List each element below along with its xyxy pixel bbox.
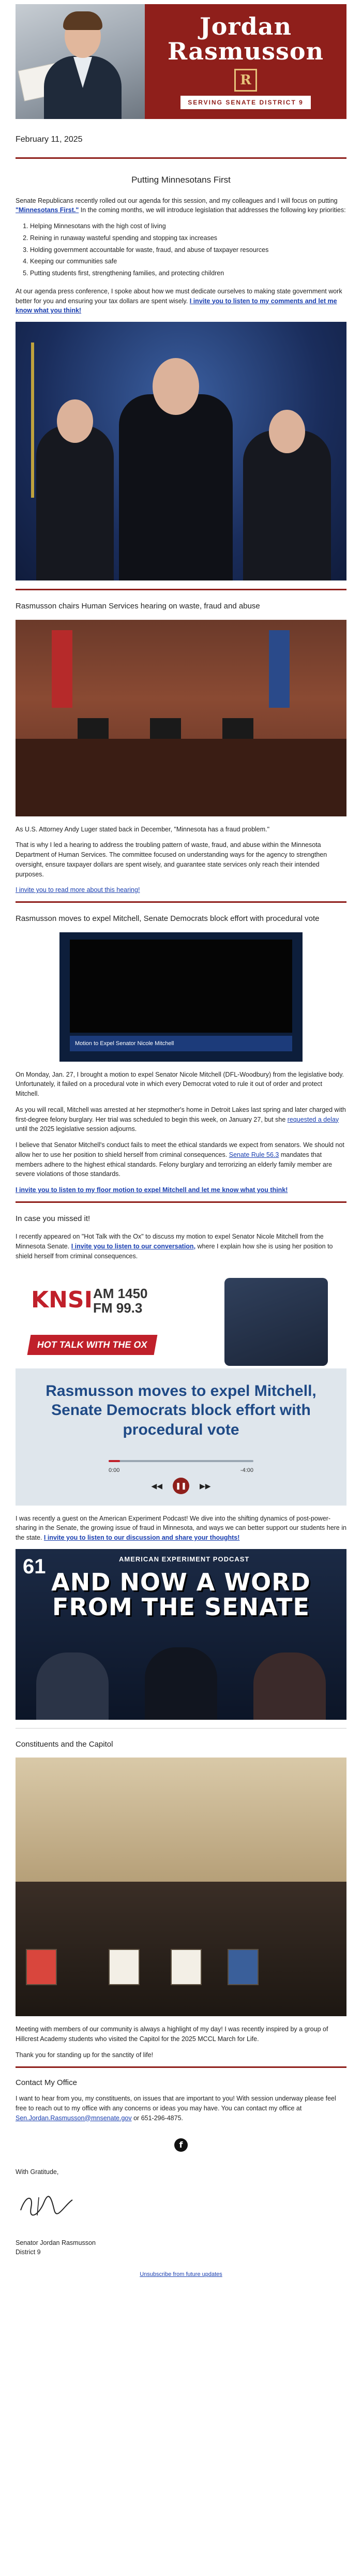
podcast-discussion-link[interactable]: I invite you to listen to our discussion and share your thoughts! (43, 1534, 240, 1541)
intro-text: In the coming months, we will introduce legislation that addresses the following key priorities: (80, 206, 346, 214)
audio-start-time: 0:00 (109, 1467, 120, 1473)
expel-text: until the 2025 legislative session adjourns. (16, 1125, 137, 1133)
contact-paragraph (16, 2094, 346, 2123)
brand-name-first: Jordan (199, 12, 292, 40)
facebook-icon[interactable]: f (174, 2138, 188, 2152)
radio-am: AM 1450 (93, 1285, 148, 1301)
newsletter-header (16, 4, 346, 119)
radio-show-name: HOT TALK WITH THE OX (27, 1335, 158, 1355)
missed-text: I was recently a guest on the American Experiment Podcast! We dive into the shifting dynamics of post-power-sharing in the Senate, the growing issue of fraud in Minnesota, and ways we can better support our students here in the state. (16, 1514, 346, 1541)
podcast-logo: AMERICAN EXPERIMENT PODCAST (119, 1555, 250, 1563)
radio-frequencies (93, 1286, 148, 1316)
radio-conversation-link[interactable]: I invite you to listen to our conversation, (71, 1243, 196, 1250)
signature-image (16, 2190, 78, 2221)
intro-title: Putting Minnesotans First (131, 175, 231, 185)
vote-board-image[interactable] (59, 932, 303, 1062)
priority-item: 1. Helping Minnesotans with the high cost of living (30, 221, 346, 231)
senator-radio-photo (224, 1278, 328, 1366)
priority-item: 3. Holding government accountable for waste, fraud, and abuse of taxpayer resources (30, 245, 346, 255)
footer (0, 2269, 362, 2279)
priority-item: 5. Putting students first, strengthening families, and protecting children (30, 269, 346, 278)
section-divider (16, 1201, 346, 1203)
contact-text: I want to hear from you, my constituents, on issues that are important to you! With session underway please feel free to reach out to my office with any concerns or ideas you may have. You can contact my office at (16, 2095, 336, 2112)
expel-paragraph-2 (16, 1105, 346, 1134)
rewind-icon[interactable]: ◀◀ (151, 1481, 162, 1490)
intro-paragraph-1 (16, 196, 346, 216)
contact-email-link[interactable]: Sen.Jordan.Rasmusson@mnsenate.gov (16, 2114, 132, 2122)
missed-paragraph-1 (16, 1232, 346, 1261)
gratitude-text: With Gratitude, (16, 2168, 59, 2176)
pause-icon[interactable]: ❚❚ (173, 1478, 189, 1494)
constituents-body (0, 2024, 362, 2060)
expel-text: mandates that members adhere to the highest ethical standards. Felony burglary and terrorizing an elderly family member are severe violations of those standards. (16, 1151, 333, 1178)
radio-fm: FM 99.3 (93, 1300, 143, 1316)
knsi-logo: KNSI (31, 1286, 93, 1313)
intro-text: At our agenda press conference, I spoke about how we must dedicate ourselves to making state government work better for you and ensuring your tax dollars are spent wisely. (16, 287, 342, 305)
constituents-paragraph-1: Meeting with members of our community is always a highlight of my day! I was recently inspired by a group of Hillcrest Academy students who visited the Capitol for the 2025 MCCL March for Life. (16, 2026, 328, 2043)
missed-title: In case you missed it! (16, 1214, 90, 1223)
audio-progress-bar[interactable] (109, 1460, 253, 1462)
capitol-group-photo[interactable] (16, 1758, 346, 2016)
senator-name: Senator Jordan Rasmusson (16, 2239, 96, 2246)
intro-text: Senate Republicans recently rolled out our agenda for this session, and my colleagues and I will focus on putting (16, 197, 338, 204)
unsubscribe-link[interactable]: Unsubscribe from future updates (140, 2271, 222, 2277)
radio-headline: Rasmusson moves to expel Mitchell, Senate Democrats block effort with procedural vote (46, 1382, 316, 1438)
section-divider (16, 589, 346, 590)
hearing-read-more-link[interactable]: I invite you to read more about this hearing! (16, 886, 140, 894)
priority-item: 4. Keeping our communities safe (30, 257, 346, 266)
hearing-body (0, 825, 362, 896)
header-brand (145, 4, 346, 119)
brand-name-last: Rasmusson (167, 37, 324, 65)
newsletter-date: February 11, 2025 (16, 135, 83, 144)
expel-title: Rasmusson moves to expel Mitchell, Senate Democrats block effort with procedural vote (16, 914, 320, 923)
hearing-photo[interactable] (16, 620, 346, 816)
senate-rule-link[interactable]: Senate Rule 56.3 (229, 1151, 279, 1158)
expel-paragraph-1: On Monday, Jan. 27, I brought a motion to expel Senator Nicole Mitchell (DFL-Woodbury) from the legislative body. Unfortunately, it failed on a procedural vote in which every Democrat voted to rule it out of order and protect Mitchell. (16, 1070, 344, 1097)
minnesotans-first-link[interactable]: "Minnesotans First." (16, 206, 79, 214)
forward-icon[interactable]: ▶▶ (200, 1481, 211, 1490)
expel-link-paragraph (16, 1185, 346, 1195)
senator-district: District 9 (16, 2249, 41, 2256)
hearing-link-paragraph (16, 885, 346, 895)
contact-text: or 651-296-4875. (133, 2114, 184, 2122)
press-conference-photo[interactable] (16, 322, 346, 580)
section-divider (16, 2066, 346, 2068)
missed-body (0, 1514, 362, 1543)
listen-comments-link[interactable]: I invite you to listen to my comments and let me know what you think! (16, 297, 337, 315)
hearing-paragraph-2: That is why I led a hearing to address the troubling pattern of waste, fraud, and abuse within the Minnesota Department of Human Services. The committee focused on understanding ways for the agency to strengthen oversight, ensure taxpayer dollars are spent wisely, and guarantee state services only reach their intended purposes. (16, 841, 327, 878)
missed-paragraph-2 (16, 1514, 346, 1543)
audio-player[interactable] (109, 1456, 253, 1492)
intro-section (0, 173, 362, 316)
intro-paragraph-2 (16, 287, 346, 316)
constituents-paragraph-2: Thank you for standing up for the sanctity of life! (16, 2051, 154, 2059)
senator-header-photo (16, 4, 145, 119)
hearing-section (0, 601, 362, 613)
expel-body (0, 1070, 362, 1195)
priorities-list (30, 221, 346, 278)
floor-motion-link[interactable]: I invite you to listen to my floor motion to expel Mitchell and let me know what you think! (16, 1186, 288, 1194)
radio-graphic[interactable] (16, 1268, 346, 1506)
podcast-episode-number: 61 (23, 1555, 46, 1578)
hearing-title: Rasmusson chairs Human Services hearing on waste, fraud and abuse (16, 602, 260, 611)
missed-text: where I explain how she is using her position to shield herself from criminal consequences. (16, 1243, 333, 1260)
podcast-graphic[interactable] (16, 1549, 346, 1720)
podcast-headline: AND NOW A WORD FROM THE SENATE (51, 1568, 311, 1621)
expel-paragraph-3 (16, 1140, 346, 1179)
expel-text: As you will recall, Mitchell was arrested at her stepmother's home in Detroit Lakes last spring and later charged with first-degree felony burglary. Her trial was scheduled to begin this week, on January 27, but she (16, 1106, 346, 1123)
contact-section (0, 2077, 362, 2123)
audio-end-time: -4:00 (240, 1467, 253, 1473)
section-divider (16, 1728, 346, 1729)
expel-section (0, 913, 362, 925)
hearing-paragraph-1: As U.S. Attorney Andy Luger stated back in December, "Minnesota has a fraud problem." (16, 825, 270, 833)
brand-logo-icon: R (234, 69, 257, 92)
missed-text: I recently appeared on "Hot Talk with the Ox" to discuss my motion to expel Senator Nicole Mitchell from the Minnesota Senate. (16, 1233, 324, 1250)
social-row (0, 2138, 362, 2152)
requested-delay-link[interactable]: requested a delay (287, 1115, 339, 1123)
constituents-section (0, 1739, 362, 1751)
expel-text: I believe that Senator Mitchell's conduct fails to meet the ethical standards we expect from senators. We should not allow her to use her position to shield herself from criminal consequences. (16, 1141, 344, 1158)
brand-subtitle: SERVING SENATE DISTRICT 9 (180, 96, 311, 109)
constituents-title: Constituents and the Capitol (16, 1739, 113, 1749)
section-divider (16, 157, 346, 159)
section-divider (16, 901, 346, 903)
priority-item: 2. Reining in runaway wasteful spending and stopping tax increases (30, 233, 346, 243)
contact-title: Contact My Office (16, 2078, 77, 2087)
missed-section (0, 1213, 362, 1261)
vote-board-caption: Motion to Expel Senator Nicole Mitchell (70, 1036, 292, 1051)
